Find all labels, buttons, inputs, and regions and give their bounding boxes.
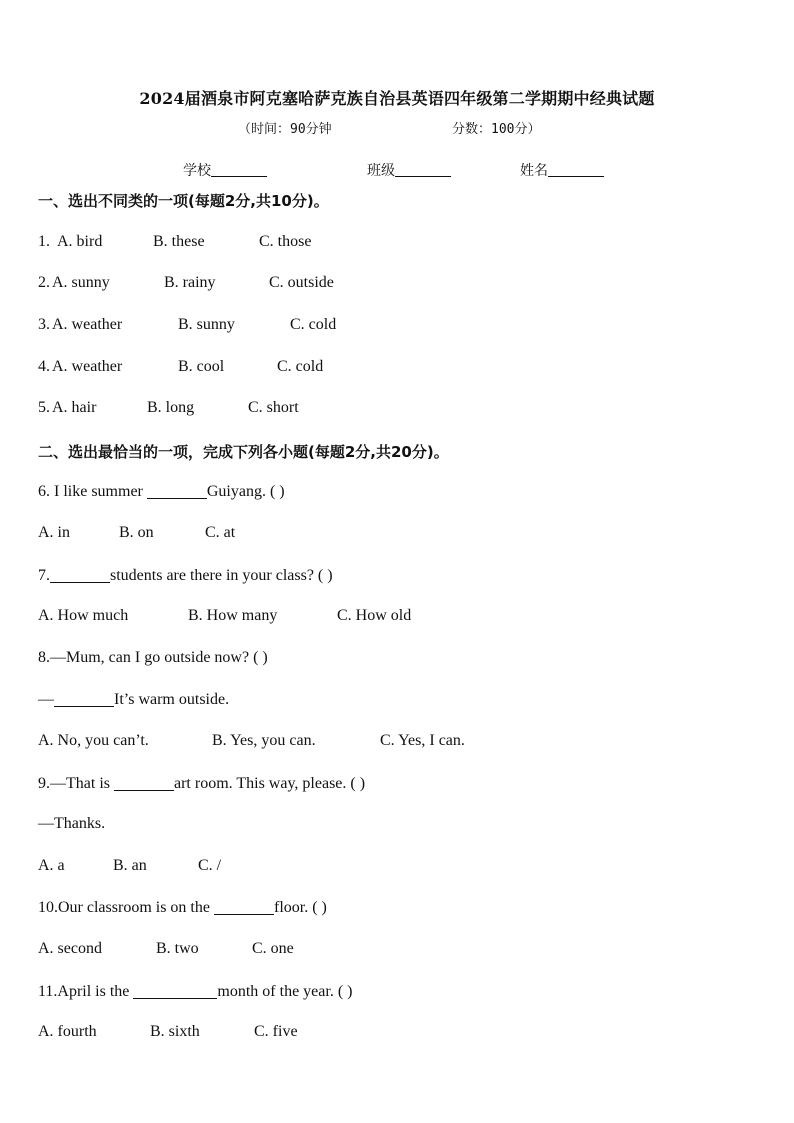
q7-option-b[interactable]: B. How many [188, 607, 278, 624]
q10-text-before: 10.Our classroom is on the [38, 899, 214, 916]
page-title: 2024届酒泉市阿克塞哈萨克族自治县英语四年级第二学期期中经典试题 [139, 89, 655, 108]
question-number: 4. [38, 358, 50, 375]
q4-option-b[interactable]: B. cool [178, 358, 225, 375]
question-8-reply [38, 690, 229, 709]
q11-option-a[interactable]: A. fourth [38, 1023, 97, 1040]
q9-blank[interactable] [114, 774, 174, 791]
q10-text-after: floor. ( ) [273, 899, 327, 916]
q3-option-b[interactable]: B. sunny [178, 316, 235, 333]
question-1 [38, 233, 50, 251]
section-1-heading: 一、选出不同类的一项(每题2分,共10分)。 [38, 192, 329, 210]
name-label: 姓名 [520, 163, 548, 179]
question-10 [38, 898, 327, 917]
class-label: 班级 [367, 163, 395, 179]
q7-option-c[interactable]: C. How old [337, 607, 412, 624]
q8-text-before: — [38, 691, 54, 708]
class-field[interactable] [367, 160, 451, 180]
q8-blank[interactable] [54, 690, 114, 707]
q11-option-b[interactable]: B. sixth [150, 1023, 200, 1040]
q3-option-a[interactable]: A. weather [52, 316, 123, 333]
q8-option-a[interactable]: A. No, you can’t. [38, 732, 149, 749]
q6-blank[interactable] [147, 482, 207, 499]
exam-score: 分数：100分） [452, 122, 541, 137]
section-2-heading: 二、选出最恰当的一项，完成下列各小题(每题2分,共20分)。 [38, 443, 449, 461]
q7-blank[interactable] [50, 566, 110, 583]
q5-option-b[interactable]: B. long [147, 399, 195, 416]
q1-option-c[interactable]: C. those [259, 233, 312, 250]
q9-text-after: art room. This way, please. ( ) [174, 775, 366, 792]
q9-text-before: 9.—That is [38, 775, 114, 792]
question-9 [38, 774, 365, 793]
question-5 [38, 399, 50, 417]
school-label: 学校 [183, 163, 211, 179]
name-field[interactable] [520, 160, 604, 180]
question-6 [38, 482, 285, 501]
question-number: 1. [38, 233, 50, 250]
question-number: 3. [38, 316, 50, 333]
q10-blank[interactable] [214, 898, 274, 915]
q9-option-c[interactable]: C. / [198, 857, 222, 874]
question-9-reply: —Thanks. [38, 815, 106, 832]
q6-option-c[interactable]: C. at [205, 524, 236, 541]
q9-option-b[interactable]: B. an [113, 857, 147, 874]
q2-option-b[interactable]: B. rainy [164, 274, 216, 291]
q7-text-after: students are there in your class? ( ) [110, 567, 333, 584]
q3-option-c[interactable]: C. cold [290, 316, 337, 333]
question-number: 5. [38, 399, 50, 416]
question-4 [38, 358, 50, 376]
q10-option-a[interactable]: A. second [38, 940, 102, 957]
school-blank[interactable] [211, 162, 267, 177]
q6-text-after: Guiyang. ( ) [206, 483, 285, 500]
q8-option-c[interactable]: C. Yes, I can. [380, 732, 465, 749]
question-2 [38, 274, 50, 292]
q1-option-a[interactable]: A. bird [57, 233, 103, 250]
exam-time: （时间：90分钟 [238, 122, 332, 137]
name-blank[interactable] [548, 162, 604, 177]
q2-option-c[interactable]: C. outside [269, 274, 334, 291]
q8-option-b[interactable]: B. Yes, you can. [212, 732, 316, 749]
question-8-prompt: 8.—Mum, can I go outside now? ( ) [38, 649, 268, 666]
q4-option-c[interactable]: C. cold [277, 358, 324, 375]
question-3 [38, 316, 50, 334]
q6-option-a[interactable]: A. in [38, 524, 70, 541]
q4-option-a[interactable]: A. weather [52, 358, 123, 375]
q6-text-before: 6. I like summer [38, 483, 147, 500]
q2-option-a[interactable]: A. sunny [52, 274, 110, 291]
q5-option-a[interactable]: A. hair [52, 399, 97, 416]
q9-option-a[interactable]: A. a [38, 857, 65, 874]
q11-blank[interactable] [133, 982, 217, 999]
class-blank[interactable] [395, 162, 451, 177]
q11-text-after: month of the year. ( ) [217, 983, 353, 1000]
question-7 [38, 566, 333, 585]
q10-option-c[interactable]: C. one [252, 940, 294, 957]
q1-option-b[interactable]: B. these [153, 233, 205, 250]
q8-text-after: It’s warm outside. [114, 691, 230, 708]
q7-option-a[interactable]: A. How much [38, 607, 129, 624]
q10-option-b[interactable]: B. two [156, 940, 199, 957]
question-11 [38, 982, 352, 1001]
q6-option-b[interactable]: B. on [119, 524, 154, 541]
q5-option-c[interactable]: C. short [248, 399, 299, 416]
q11-option-c[interactable]: C. five [254, 1023, 298, 1040]
q7-text-before: 7. [38, 567, 50, 584]
q11-text-before: 11.April is the [38, 983, 134, 1000]
school-field[interactable] [183, 160, 267, 180]
question-number: 2. [38, 274, 50, 291]
